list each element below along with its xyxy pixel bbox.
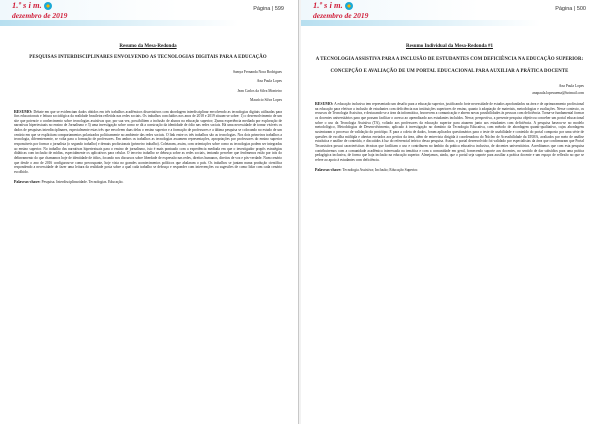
abstract-label: RESUMO: (315, 102, 334, 106)
author-name: Samya Fernanda Nora Rodrigues (232, 69, 282, 74)
keywords-text: Pesquisa. Interdisciplinaridade. Tecnologias. Educação. (41, 179, 124, 184)
article-title: PESQUISAS INTERDISCIPLINARES ENVOLVENDO AS TECNOLOGIAS DIGITAIS PARA A EDUCAÇÃO (29, 55, 267, 60)
author-list (315, 83, 584, 96)
banner-wave (0, 20, 298, 26)
keywords-label: Palavras-chave: (14, 179, 41, 184)
abstract (315, 102, 584, 163)
event-name-line1: 1.º s i m. (12, 0, 42, 10)
right-page (301, 0, 600, 424)
abstract-text: Debate em que se evidenciam dados obtidos em três trabalhos acadêmicos dissertativos com abordagem interdisciplinar envolvendo as tecnologias digitais utilizadas para fins educacionais e leitura sociológica da realidade brasileira refletida nas redes sociais. Os trabalhos concluídos nos anos de 2018 e 2019 situam-se sobre: 1) o desenvolvimento de um site que potencie o conhecimento sobre tecnologias assistivas que, por sua vez, possibilitem a inclusão de alunos na educação superior; 2)uma experiência mediada por exploração de narrativas hipertextuais no ensino de Jornalismo e 3) uma investigação sobre como se dá a construção da identidade de ódio nas redes sociais. Há uma necessidade de tornar visíveis os dados de pesquisas interdisciplinares, especialmente estas três que envolvem duas delas o ensino superior e a formação de professores e a última pesquisa se colocando no estudo de um cenário em que se explicitam comportamentos polarizados politicamente no ambiente das redes sociais. O link entre os três trabalhos são as tecnologias. Nos dois primeiros trabalhos a tecnologia, diferentemente, se volta para a formação de professores. Em ambos os trabalhos as tecnologias assumem representações, apropriações por professores do ensino superior responsáveis por formar o jornalista (o segundo trabalho) e demais profissionais (primeiro trabalho). Coletaram, assim, com orientações sobre como as tecnologias podem ser integradas ao ensino superior. No trabalho das narrativas hipertextuais para o ensino de jornalismo, isto é mais pontuado com a experiência mediada em que o investigador propôs estratégias didáticas com inclusão de mídias, especialmente os aplicativos para celular. O terceiro trabalho se debruça sobre as redes sociais, tentando perceber que fenômenos estão por trás do delineamento do que chamamos hoje de identidade de ódios, focando nos discursos sobre liberdade de expressão nas redes, direitos humanos, direitos de voz e pós-verdade. Num cenário que desde o ano de 2016 configurou-se como preocupante, hoje vista no grandes acontecimentos políticos que abalaram o país. Os trabalhos se juntam numa produção científica respondendo a necessidade de fazer uma leitura da realidade posta sobre a qual cada trabalho se debruça e responder com intervenções ou sugestões de como lidar com cada cenário escolhido. (14, 109, 282, 175)
left-page (0, 0, 299, 424)
section-title: Resumo da Mesa-Redonda (119, 44, 177, 49)
page-number: Página | 500 (555, 6, 586, 12)
event-name-line2: dezembro de 2019 (12, 11, 68, 21)
keywords (14, 180, 282, 184)
abstract (14, 110, 282, 175)
logo-mark-icon (345, 2, 353, 10)
event-logo (12, 1, 67, 20)
author-name: Maurício Silva Lopes (250, 98, 282, 102)
left-page-content (14, 44, 282, 184)
logo-mark-icon (44, 2, 52, 10)
event-name-line1: 1.º s i m. (313, 0, 343, 10)
author-name: Jean Carlos da Silva Monteiro (237, 88, 282, 93)
abstract-text: A educação inclusiva tem representado um desafio para a educação superior, justificando forte necessidade de estudos aprofundados na área e de aprimoramento profissional na educação para efetivar a inclusão de estudantes com deficiência nas instituições superiores de ensino, quanto à adaptação de materiais, metodologias e avaliações. Nesse contexto, os recursos de Tecnologia Assistiva, e destacando-se a área da informática, favorecem a comunicação e abrem novas possibilidades às pessoas com deficiência. Torna-se fundamental formar os docentes universitários para que possam facilitar o acesso ao aprendizado aos estudantes incluídos. Nesse, perspectiva, a presente pesquisa objetivou conceber um portal educacional sobre o uso da Tecnologia Assistiva (TA), voltado aos professores da educação superior para atuarem junto aos estudantes com deficiência. A pesquisa baseou-se no modelo metodológico, Metodologias de Desenvolvimento, aplicado à investigação no domínio da Tecnologia Educativa, com método de abordagem quanti-qualitativo, cujas abordagens sustentaram o processo de validação do protótipo. E para a coleta de dados, foram aplicados questionários para o teste de usabilidade e conteúdo do portal composto por uma série de questões de escolha múltipla e abertas enviados aos peritos da área, além de entrevista dirigida à coordenadora do Núcleo de Acessibilidade da UEMA, avaliados por meio de análise estatística e análise de conteúdo, e discutidos à luz do referencial teórico dessa pesquisa. Assim, o portal desenvolvido foi validado por especialistas da área que confirmaram que Portal Tecassistiva possui características técnicas que facilitam o uso e contribuem no âmbito da prática educativa inclusiva, de docentes universitários. Acreditamos que com esta pesquisa contribuiremos com a comunidade acadêmica interessada na temática e com a comunidade em geral, fornecendo suporte aos docentes, no sentido de dar subsídios para uma prática pedagógica inclusiva, de forma que haja inclusão na educação superior. Almejamos, ainda, que o portal seja suporte para auxiliar a prática docente e um espaço de reflexão no que se refere ao apoio à estudantes com deficiência. (315, 102, 584, 162)
abstract-label: RESUMO: (14, 109, 33, 114)
author-list (14, 69, 282, 104)
banner-wave (301, 20, 600, 26)
author-name: Ana Paula Lopes (256, 79, 282, 83)
keywords (315, 168, 584, 172)
event-name-line2: dezembro de 2019 (313, 11, 369, 21)
right-page-content (315, 44, 584, 172)
author-name: Ana Paula Lopes (558, 84, 584, 88)
event-logo (313, 1, 368, 20)
section-title: Resumo Individual da Mesa-Redonda #1 (406, 44, 493, 49)
keywords-label: Palavras-chave: (315, 167, 342, 172)
article-title: A TECNOLOGIA ASSISTIVA PARA A INCLUSÃO DE ESTUDANTES COM DEFICIÊNCIA NA EDUCAÇÃO SUPERIOR: CONCEPÇÃO E AVALIAÇÃO DE UM PORTAL EDUCACIONAL PARA AUXILIAR A PRÁTICA DOCENTE (315, 57, 584, 74)
keywords-text: Tecnologia Assistiva; Inclusão; Educação Superior. (342, 167, 419, 172)
author-email: anapaula.lopesuema@hotmail.com (532, 90, 584, 95)
page-number: Página | 599 (253, 6, 284, 12)
